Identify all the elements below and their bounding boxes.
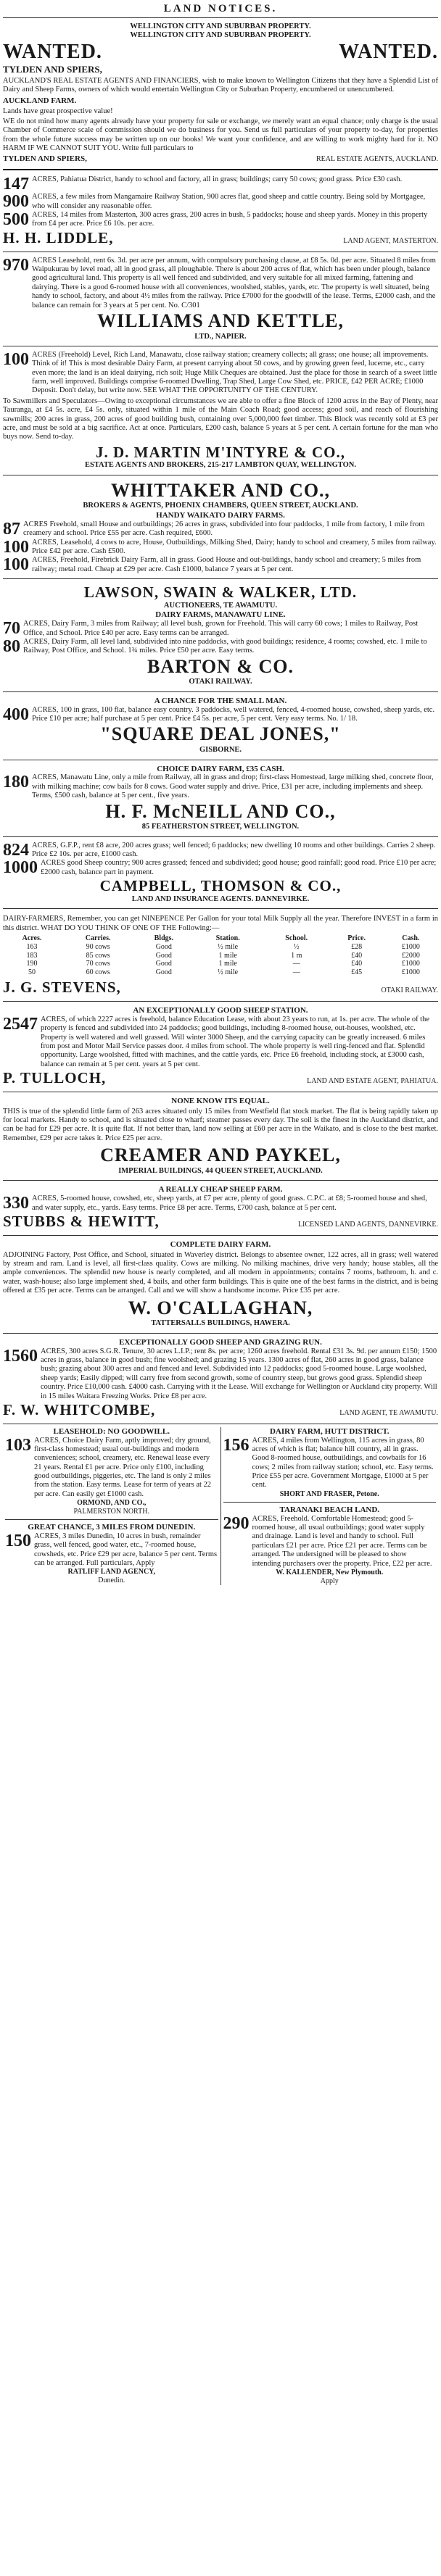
- listing-acres: 150: [5, 1531, 31, 1550]
- firm-role: LAND AGENT, MASTERTON.: [343, 236, 438, 245]
- table-header-row: [3, 934, 438, 943]
- ad-campbell-thomson: [3, 840, 438, 906]
- firm-name: RATLIFF LAND AGENCY,: [67, 1568, 155, 1576]
- listing-acres: 180: [3, 773, 29, 792]
- table-cell: £40: [351, 960, 363, 968]
- divider: [5, 1519, 218, 1520]
- table-row: [3, 943, 438, 952]
- ad-whitcombe: [3, 1337, 438, 1421]
- listing-text: ACRES, of which 2227 acres is freehold, balance Education Lease, with about 23 years to run, at 1s. per acre. The whole of the property is fenced and subdivided into 24 paddocks; good buildings, including 8-roomed house, out-houses, woolshed, etc. Property is well watered and well grassed. Will winter 3000 Sheep, and the carrying capacity can be greatly increased. 6 miles from post and Motor Mail Service passes door. 4 miles from school. The whole property is well ring-fenced and flat. Splendid opportunity. Large woolshed, fitted with machines, and the cattle yards, etc. Price £6 freehold, including stock, at £3000 cash, balance can remain at 5 per cent. years at 5 per cent.: [41, 1015, 430, 1068]
- page-header: LAND NOTICES.: [3, 0, 438, 18]
- table-cell: £28: [351, 942, 363, 951]
- signature-row: [3, 1213, 438, 1231]
- firm-name: W. KALLENDER, New Plymouth.: [276, 1568, 384, 1576]
- listing-text: ACRES Leasehold, rent 6s. 3d. per acre per annum, with compulsory purchasing clause, at £8 5s. 0d. per acre. Situated 8 miles from Waipukurau by level road, all in good grass, all ploughable. There is about 200 acres of flat, which has been under plough, balance good agricultural land. This property is all well fenced and subdivided, and very suitable for all mixed farming, fattening and dairying. There is a good 6-roomed house with all conveniences, woolshed, stables, yards, etc. The property is well situated, being handy to school, factory, and about 4½ miles from the railway. Price £7000 for the goodwill of the lease. Terms, £2000 cash, and the balance can remain for 3 years at 5 per cent. No. C/301: [32, 256, 436, 309]
- listing-text: ACRES Freehold, small House and outbuildings; 26 acres in grass, subdivided into four paddocks, 1 mile from factory, 1 mile from creamery and school. Price £55 per acre. Cash required, £600.: [23, 520, 425, 538]
- table-row: [3, 952, 438, 960]
- listing: [3, 539, 438, 557]
- table-cell: 60 cows: [86, 968, 110, 977]
- listing: [223, 1515, 437, 1569]
- firm-name: ORMOND, AND CO.,: [77, 1499, 147, 1508]
- listing-acres: 1560: [3, 1346, 38, 1366]
- left-column: [3, 1427, 220, 1586]
- listing-text: ACRES, G.F.P., rent £8 acre, 200 acres grass; well fenced; 6 paddocks; new dwelling 10 rooms and other buildings. Carries 2 sheep. Price £2 10s. per acre, £1000 cash.: [32, 841, 436, 859]
- divider: [3, 836, 438, 837]
- listing: [3, 257, 438, 310]
- ad-ocallaghan: [3, 1239, 438, 1330]
- listing-text: ACRES, Leasehold, 4 cows to acre, House, Outbuildings, Milking Shed, Dairy; handy to school and creamery, 5 miles from railway. Price £42 per acre. Cash £500.: [32, 538, 437, 555]
- newspaper-page: [3, 0, 438, 1585]
- table-header: School.: [285, 934, 308, 943]
- divider: [3, 1235, 438, 1236]
- firm-name: F. W. WHITCOMBE,: [3, 1400, 156, 1418]
- divider: [3, 908, 438, 909]
- table-cell: £2000: [401, 951, 420, 960]
- firm-role: OTAKI RAILWAY.: [381, 986, 438, 995]
- ad-heading: NONE KNOW ITS EQUAL.: [171, 1096, 270, 1105]
- ad-tylden-spiers: [3, 21, 438, 166]
- firm-name: H. H. LIDDLE,: [3, 228, 114, 246]
- ad-body: AUCKLAND'S REAL ESTATE AGENTS AND FINANCIERS, wish to make known to Wellington Citizens that they have a Splendid List of Dairy and Sheep Farms, owners of which would entertain Wellington City or Suburban Property, encumbered or unencumbered.: [3, 76, 438, 94]
- firm-role: Dunedin.: [98, 1576, 125, 1585]
- ad-lawson-swain: [3, 582, 438, 689]
- firm-name: CAMPBELL, THOMSON & CO.,: [99, 877, 342, 895]
- table-cell: 50: [28, 968, 36, 977]
- divider: [3, 578, 438, 579]
- listing: [3, 193, 438, 211]
- listing-acres: 2547: [3, 1014, 38, 1034]
- listing-acres: 100: [3, 555, 29, 575]
- listing-acres: 100: [3, 537, 29, 557]
- firm-role: LAND AND INSURANCE AGENTS. DANNEVIRKE.: [131, 894, 310, 903]
- table-cell: ½: [293, 942, 300, 951]
- listing: [3, 859, 438, 877]
- ad-mcneill: [3, 763, 438, 834]
- table-cell: £40: [351, 951, 363, 960]
- table-cell: ½ mile: [218, 968, 239, 977]
- table-cell: 1 m: [291, 951, 302, 960]
- ad-martin-mintyre: [3, 349, 438, 472]
- ad-subtitle-2: WELLINGTON CITY AND SUBURBAN PROPERTY.: [130, 31, 311, 40]
- listing-acres: 290: [223, 1513, 250, 1533]
- table-cell: 190: [26, 960, 38, 968]
- ad-body: Lands have great prospective value!: [3, 107, 113, 115]
- listing: [3, 1347, 438, 1401]
- right-column: [220, 1427, 439, 1586]
- ad-heading: AN EXCEPTIONALLY GOOD SHEEP STATION.: [133, 1005, 308, 1015]
- table-cell: Good: [155, 960, 172, 968]
- listing-acres: 1000: [3, 858, 38, 878]
- ad-liddle: [3, 174, 438, 248]
- firm-name: WHITTAKER AND CO.,: [110, 479, 331, 501]
- farm-heading: AUCKLAND FARM.: [3, 96, 77, 105]
- ad-heading: A REALLY CHEAP SHEEP FARM.: [158, 1185, 283, 1194]
- table-cell: ½ mile: [218, 942, 239, 951]
- firm-name: CREAMER AND PAYKEL,: [100, 1144, 341, 1166]
- listing-acres: 900: [3, 192, 29, 212]
- listing-text: ACRES, Dairy Farm, 3 miles from Railway; all level bush, grown for Freehold. This will carry 60 cows; 1 miles to Railway, Post Office, and School. Price £40 per acre. Easy terms can be arranged.: [23, 620, 419, 637]
- firm-name: J. D. MARTIN M'INTYRE & CO.,: [95, 443, 345, 461]
- listing-text: ACRES, Manawatu Line, only a mile from Railway, all in grass and drop; first-class Homestead, large milking shed, concrete floor, with milking machine; cow bails for 8 cows. Good water supply and drive. Price, £31 per acre, including implements and sheep. Terms, £500 cash, balance at 5 per cent., five years.: [32, 773, 434, 800]
- listing-text: ACRES (Freehold) Level, Rich Land, Manawatu, close railway station; creamery collects; all grass; one house; all improvements. Think of it! This is most desirable Dairy Farm, at present carrying about 50 cows, and by growing green feed, lucerne, etc., carry even more; the land is an ideal dairying, rich soil; Huge Milk Cheques are obtained. Just the place for those in search of a sweet little farm, well improved. Buildings comprise 6-roomed Dwelling, Trap Shed, Large Cow Shed, etc. PRICE, £42 PER ACRE; £1000 Deposit. Don't delay, but write now. SEE WHAT THE OPPORTUNITY OF THE CENTURY.: [32, 350, 437, 395]
- listing: [223, 1437, 437, 1490]
- listing-text: ACRES, 300 acres S.G.R. Tenure, 30 acres L.I.P.; rent 8s. per acre; 1260 acres freehold. Rental £31 3s. 9d. per annum £150; 1500 acres in grass, balance in good bush; fine woolshed; and grazing 15 years. 1300 acres of flat, 260 acres in good grass, balance bush; grazing about 300 acres and and fenced and level. Subdivided into 12 paddocks; good 5-roomed house. Large woolshed, sheep yards; Easily dipped; will carry free from second growth, some of country steep, but grows good grass. Splendid sheep country. Price £10,000 cash. £4000 cash. Carrying with it the Lease. Will exchange for Wellington or Auckland city property. Will in 15 miles Waitara Freezing Works. Price £8 per acre.: [41, 1347, 437, 1400]
- ad-body: THIS is true of the splendid little farm of 263 acres situated only 15 miles from Westfield flat stock market. The flat is being rapidly taken up for local markets. Handy to school, and is situated close to wharf; steamer passes every day. The soil is the finest in the Auckland district, and can be had for £29 per acre. It is quite flat. If not better than, land now selling at £60 per acre in the Waikato, and is close to the best market. Remember, £29 per acre takes it. Price £25 per acre.: [3, 1107, 438, 1142]
- table-cell: £1000: [401, 942, 420, 951]
- table-cell: —: [292, 968, 300, 977]
- table-cell: £45: [351, 968, 363, 977]
- listing-acres: 87: [3, 519, 20, 539]
- divider: [3, 1180, 438, 1181]
- ad-heading: DAIRY FARM, HUTT DISTRICT.: [269, 1426, 390, 1436]
- listing-acres: 147: [3, 175, 29, 194]
- listing: [3, 520, 438, 539]
- listing-text: ACRES, Freehold. Comfortable Homestead; good 5-roomed house, all usual outbuildings; good water supply and drainage. Land is level and handy to school. Full particulars £21 per acre. Price £21 per acre. Terms can be arranged. The undersigned will be pleased to show intending purchasers over the property. Price, £22 per acre.: [252, 1514, 432, 1568]
- listing: [3, 1015, 438, 1069]
- farm-table: [3, 934, 438, 977]
- table-cell: 1 mile: [218, 951, 237, 960]
- listing: [3, 638, 438, 656]
- table-header: Cash.: [402, 934, 420, 943]
- firm-name: W. O'CALLAGHAN,: [128, 1297, 313, 1318]
- firm-name: BARTON & CO.: [147, 655, 294, 677]
- listing-acres: 103: [5, 1435, 31, 1455]
- listing: [3, 706, 438, 724]
- listing: [3, 175, 438, 193]
- listing: [3, 620, 438, 638]
- ad-subtitle-1: WELLINGTON CITY AND SUBURBAN PROPERTY.: [130, 22, 311, 30]
- ad-heading: HANDY WAIKATO DAIRY FARMS.: [156, 510, 285, 520]
- ad-heading: TARANAKI BEACH LAND.: [279, 1505, 380, 1514]
- listing-acres: 500: [3, 210, 29, 230]
- listing: [5, 1532, 218, 1569]
- firm-name: "SQUARE DEAL JONES,": [100, 723, 341, 745]
- table-header: Bldgs.: [154, 934, 174, 943]
- divider: [3, 169, 438, 170]
- table-cell: 70 cows: [86, 960, 110, 968]
- firm-name: LAWSON, SWAIN & WALKER, LTD.: [83, 583, 358, 602]
- listing-text: ACRES, 5-roomed house, cowshed, etc, sheep yards, at £7 per acre, plenty of good grass. C.P.C. at £8; 5-roomed house and shed, and water supply, etc., yards. Easy terms. Price £8 per acre. Terms, £700 cash, balance at 5 per cent.: [32, 1194, 427, 1212]
- wanted-headline-right: WANTED.: [339, 41, 438, 64]
- listing: [3, 773, 438, 800]
- firm-role: PALMERSTON NORTH.: [73, 1508, 149, 1516]
- firm-role: LTD., NAPIER.: [194, 332, 247, 341]
- firm-name: WILLIAMS AND KETTLE,: [96, 309, 345, 331]
- listing-text: ACRES, 14 miles from Masterton, 300 acres grass, 200 acres in bush, 5 paddocks; house and sheep yards. Money in this property from £4 per acre. Price £6 10s. per acre.: [32, 211, 428, 228]
- ad-stevens: [3, 912, 438, 998]
- wanted-headline-row: [3, 40, 438, 64]
- table-header: Carries.: [85, 934, 111, 943]
- firm-name: STUBBS & HEWITT,: [3, 1213, 160, 1230]
- firm-role: TATTERSALLS BUILDINGS, HAWERA.: [151, 1319, 290, 1328]
- listing-text: ACRES, a few miles from Mangamaire Railway Station, 900 acres flat, good sheep and cattle country. Being sold by Mortgagee, who will consider any reasonable offer.: [32, 193, 426, 210]
- listing-text: ACRES, 4 miles from Wellington, 115 acres in grass, 80 acres of which is flat; balance hill country, all in grass. Good 8-roomed house, outbuildings, and cowbails for 16 cows; 2 miles from railway station; school, etc. Easy terms. Price £55 per acre. Government Mortgage, £1000 at 5 per cent.: [252, 1436, 434, 1489]
- firm-name: P. TULLOCH,: [3, 1069, 107, 1087]
- ad-williams-kettle: [3, 255, 438, 343]
- listing-acres: 156: [223, 1435, 250, 1455]
- table-row: [3, 968, 438, 977]
- table-header: Acres.: [22, 934, 42, 943]
- listing: [3, 556, 438, 574]
- firm-role: OTAKI RAILWAY.: [189, 678, 252, 686]
- firm-role: LICENSED LAND AGENTS, DANNEVIRKE.: [297, 1221, 438, 1229]
- listing-acres: 100: [3, 349, 29, 369]
- divider: [3, 691, 438, 692]
- listing-acres: 70: [3, 619, 20, 639]
- firm-role: IMPERIAL BUILDINGS, 44 QUEEN STREET, AUCKLAND.: [118, 1166, 323, 1175]
- firm-name: TYLDEN AND SPIERS,: [3, 154, 87, 164]
- listing-text: ACRES good Sheep country; 900 acres grassed; fenced and subdivided; good house; good rainfall; good road. Price £10 per acre; £2000 cash, balance part in payment.: [41, 859, 437, 876]
- table-cell: 1 mile: [218, 960, 237, 968]
- table-cell: 90 cows: [86, 942, 110, 951]
- firm-role: LAND AGENT, TE AWAMUTU.: [339, 1408, 438, 1417]
- listing: [3, 351, 438, 396]
- firm-name: SHORT AND FRASER, Petone.: [279, 1489, 379, 1498]
- signature-row: [3, 1069, 438, 1087]
- table-header: Station.: [215, 934, 240, 943]
- listing-acres: 80: [3, 636, 20, 656]
- table-cell: Good: [155, 951, 172, 960]
- table-cell: £1000: [401, 960, 420, 968]
- listing-text: ACRES, 100 in grass, 100 flat, balance easy country. 3 paddocks, well watered, fenced, 4-roomed house, cowshed, sheep yards, etc. Price £10 per acre; half purchase at 5 per cent. Price £4 5s. per acre, 5 per cent. Very easy terms. No. 1/ 18.: [32, 705, 435, 723]
- firm-role: Apply: [320, 1576, 339, 1585]
- table-cell: 163: [26, 942, 38, 951]
- ad-tulloch: [3, 1005, 438, 1089]
- divider: [3, 1001, 438, 1002]
- firm-role: LAND AND ESTATE AGENT, PAHIATUA.: [307, 1077, 438, 1085]
- listing: [3, 1194, 438, 1213]
- signature-row: [3, 229, 438, 247]
- firm-role: BROKERS & AGENTS, PHOENIX CHAMBERS, QUEEN STREET, AUCKLAND.: [83, 502, 358, 510]
- ad-body: ADJOINING Factory, Post Office, and School, situated in Waverley district. Belongs to absentee owner, 122 acres, all in grass; well watered by stream and ram. Land is level, all first-class quality. Cows are milking. No milking machines, drive very handy; house stables, all the ample conveniences. The splendid new house is nearly completed, and all modern in appointments; contains 7 rooms, bathroom, h. and c. water, wash-house; also large implement shed, 4 bails, and other farm buildings. This is quite one of the best farms in the district, and is being offered at £35 per acre. Terms can be arranged. Call and we will show a handsome income. Price £35 per acre.: [3, 1250, 438, 1295]
- firm-name: TYLDEN AND SPIERS,: [3, 64, 102, 75]
- table-cell: 183: [26, 951, 38, 960]
- table-cell: Good: [155, 942, 172, 951]
- listing-acres: 400: [3, 705, 29, 724]
- ad-heading: DAIRY FARMS, MANAWATU LINE.: [155, 610, 286, 620]
- listing-text: ACRES, Choice Dairy Farm, aptly improved; dry ground, first-class homestead; usual out-buildings and modern conveniences; school, creamery, etc. Renewal lease every 21 years. Rental £1 per acre. Price only £100, including good outbuildings, piggeries, etc. The land is only 2 miles from the station. Easy terms. Lease for term of years at 22 per acre. Can easily get £1000 cash.: [34, 1436, 212, 1498]
- wanted-headline-left: WANTED.: [3, 41, 102, 64]
- listing-text: ACRES, Pahiatua District, handy to school and factory, all in grass; buildings; carry 50 cows; good grass. Price £30 cash.: [32, 175, 403, 184]
- ad-square-deal-jones: [3, 695, 438, 757]
- listing: [3, 211, 438, 229]
- ad-heading: LEASEHOLD: NO GOODWILL.: [53, 1426, 170, 1436]
- listing-acres: 330: [3, 1194, 29, 1213]
- firm-role: REAL ESTATE AGENTS, AUCKLAND.: [316, 155, 438, 164]
- table-cell: Good: [155, 968, 172, 977]
- ad-heading: A CHANCE FOR THE SMALL MAN.: [154, 696, 287, 705]
- listing: [3, 842, 438, 860]
- ad-heading: COMPLETE DAIRY FARM.: [170, 1239, 271, 1249]
- listing-text: ACRES, Dairy Farm, all level land, subdivided into nine paddocks, with good buildings; residence, 4 rooms; cowshed, etc. 1 mile to Railway, Post Office, and School. 1¾ miles. Price £50 per acre. Easy terms.: [23, 637, 427, 655]
- firm-name: J. G. STEVENS,: [3, 979, 121, 997]
- firm-role: ESTATE AGENTS AND BROKERS, 215-217 LAMBTON QUAY, WELLINGTON.: [84, 461, 356, 470]
- ad-heading: CHOICE DAIRY FARM, £35 CASH.: [157, 764, 284, 773]
- firm-role: AUCTIONEERS, TE AWAMUTU.: [163, 601, 278, 610]
- firm-name: H. F. McNEILL AND CO.,: [105, 800, 336, 822]
- ad-whittaker: [3, 478, 438, 576]
- divider: [223, 1502, 437, 1503]
- ad-creamer-paykel: [3, 1095, 438, 1178]
- bottom-columns: [3, 1427, 438, 1586]
- listing-acres: 824: [3, 840, 29, 860]
- ad-body: To Sawmillers and Speculators—Owing to exceptional circumstances we are able to offer a fine Block of 1200 acres in the Bay of Plenty, near Tauranga, at £4 5s. acre, £4 5s. only, situated within 1 mile of the Main Coach Road; good access; good soil, and reach of flourishing sawmills; 200 acres in grass, 200 acres of good building bush, containing over 5,000,000 feet timber. This Block was recently sold at £3 per acre, and must be sold at a big sacrifice. Act at once. Particulars, £200 cash, balance 5 years at 5 per cent. A certain fortune for the man who buys now. Send to-day.: [3, 396, 438, 441]
- ad-stubbs-hewitt: [3, 1184, 438, 1231]
- signature-row: [3, 154, 438, 164]
- signature-row: [3, 979, 438, 997]
- table-cell: 85 cows: [86, 951, 110, 960]
- firm-role: 85 FEATHERSTON STREET, WELLINGTON.: [141, 823, 300, 831]
- table-row: [3, 960, 438, 968]
- ad-body: WE do not mind how many agents already have your property for sale or exchange, we merely want an equal chance; only charge is the usual Chamber of Commerce scale of commission should we do business for you. Send us full particulars of your property to-day, for properties from the whole future success may be written up on our books! We want your confidence, and are willing to work mighty hard for it. NO HARM IF WE CANNOT SUIT YOU. Write full particulars to: [3, 117, 438, 153]
- ad-heading: EXCEPTIONALLY GOOD SHEEP AND GRAZING RUN.: [119, 1337, 322, 1347]
- ad-body: DAIRY-FARMERS, Remember, you can get NINEPENCE Per Gallon for your total Milk Supply all the year. Therefore INVEST in a farm in this district. WHAT DO YOU THINK OF ONE OF THE Following:—: [3, 915, 438, 932]
- listing-text: ACRES, Freehold, Firebrick Dairy Farm, all in grass. Good House and out-buildings, handy school and creamery; 5 miles from railway; metal road. Cheap at £29 per acre. Cash £1000, balance 7 years at 5 per cent.: [32, 556, 421, 573]
- divider: [3, 1333, 438, 1334]
- firm-role: GISBORNE.: [199, 746, 242, 755]
- listing: [5, 1437, 218, 1500]
- table-header: Price.: [347, 934, 366, 943]
- ad-heading: GREAT CHANCE, 3 MILES FROM DUNEDIN.: [28, 1522, 196, 1532]
- listing-acres: 970: [3, 255, 29, 275]
- table-cell: —: [292, 960, 300, 968]
- table-cell: £1000: [401, 968, 420, 977]
- listing-text: ACRES, 3 miles Dunedin, 10 acres in bush, remainder grass, well fenced, good water, etc., 7-roomed house, cowsheds, etc. Price £29 per acre, balance 5 per cent. Terms can be arranged. Full particulars, Apply: [34, 1532, 218, 1567]
- signature-row: [3, 1401, 438, 1419]
